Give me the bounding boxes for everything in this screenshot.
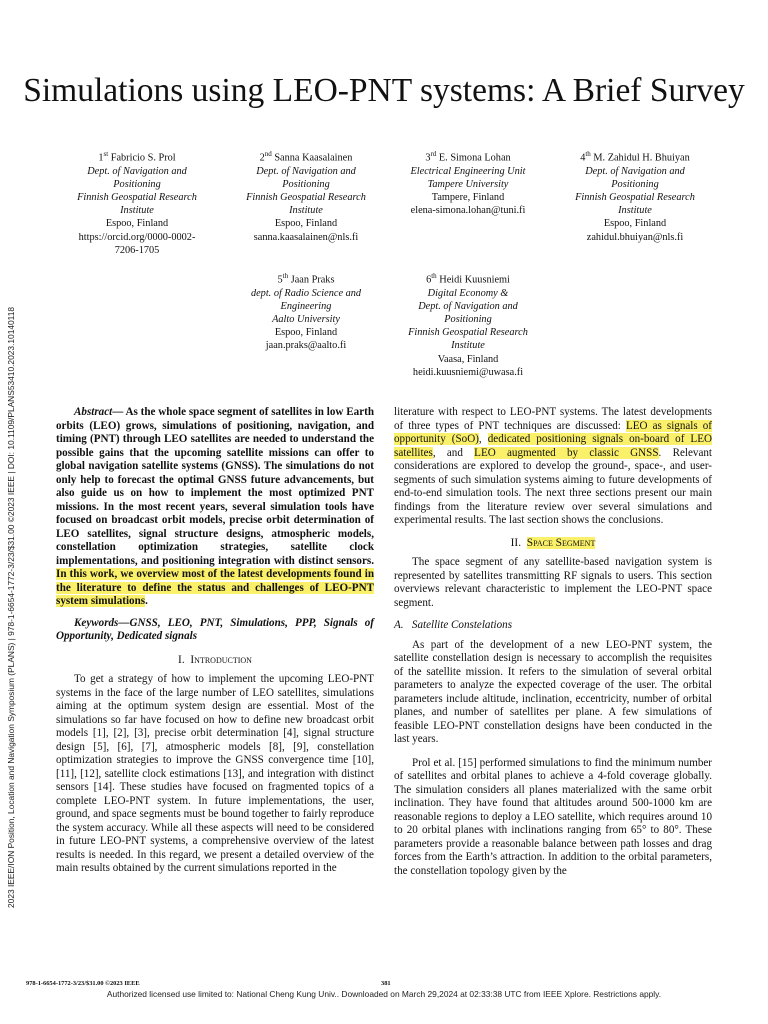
author-4: 4th M. Zahidul H. Bhuiyan Dept. of Navigation and Positioning Finnish Geospatial Research Institute Espoo, Finland zahidul.bhuiyan@nls.fi [575, 150, 695, 243]
abstract-label: Abstract [74, 406, 113, 418]
author-1: 1st Fabricio S. Prol Dept. of Navigation and Positioning Finnish Geospatial Research Institute Espoo, Finland https://orcid.org/0000-0002- 7206-1705 [77, 150, 197, 256]
section-2-title-highlight: Space Segment [526, 536, 596, 549]
subsection-a-p2: Prol et al. [15] performed simulations to find the minimum number of satellites and orbital planes to achieve a 4-fold coverage globally. The simulation considers all planes materialized with the same orbit inclination. They have found that altitudes around 500-1000 km are reasonable regions to deploy a LEO satellite, which requires around 10 to 20 orbital planes with inclinations ranging from 65° to 80°. These parameters provide a reasonable balance between path losses and drag forces from the Earth’s attraction. In addition to the orbital parameters, the constellation topology given by the [394, 756, 712, 877]
section-2-heading: II. Space Segment [510, 536, 596, 549]
highlight-gnss: LEO augmented by classic GNSS [474, 446, 659, 459]
footer-copyright: 978-1-6654-1772-3/23/$31.00 ©2023 IEEE [26, 980, 140, 987]
section-1-heading: I. Introduction [178, 653, 252, 666]
author-2: 2nd Sanna Kaasalainen Dept. of Navigation and Positioning Finnish Geospatial Research Institute Espoo, Finland sanna.kaasalainen@nls.fi [246, 150, 366, 243]
subsection-a-p1: As part of the development of a new LEO-PNT system, the satellite constellation design is necessary to accomplish the requisites of the satellite mission. It refers to the simulation of several orbital parameters to analyze the expected coverage of the user. The orbital parameters include altitude, inclination, eccentricity, number of orbital planes, and number of satellites per plane. A few simulations of feasible LEO-PNT constellation designs have been conducted in the last years. [394, 638, 712, 745]
side-doi-strip: 2023 IEEE/ION Position, Location and Navigation Symposium (PLANS) | 978-1-6654-1772-3/23/$31.00 ©2023 IEEE | DOI: 10.1109/PLANS53410.2023.10140118 [6, 306, 16, 908]
highlight-dedicated: dedicated positioning signals on-board of LEO satellites [394, 433, 712, 459]
page-number: 381 [381, 980, 391, 987]
highlight-soo: LEO as signals of opportunity (SoO) [394, 419, 712, 445]
author-3: 3rd E. Simona Lohan Electrical Engineering Unit Tampere University Tampere, Finland elena-simona.lohan@tuni.fi [410, 150, 526, 217]
author-6: 6th Heidi Kuusniemi Digital Economy & Dept. of Navigation and Positioning Finnish Geospatial Research Institute Vaasa, Finland heidi.kuusniemi@uwasa.fi [408, 272, 528, 378]
subsection-a-heading: A. Satellite Constelations [394, 619, 513, 631]
abstract: Abstract— As the whole space segment of satellites in low Earth orbits (LEO) grows, simulations of positioning, navigation, and timing (PNT) through LEO satellites are needed to understand the possible gains that the upcoming satellite missions can offer to global navigation satellite systems (GNSS). The simulations do not only help to forecast the optimal GNSS future advancements, but also guide us on how to implement the most optimized PNT missions. In the most recent years, several simulation tools have focused on broadcast orbit models, precise orbit determination of LEO satellites, signal structure designs, atmospheric models, constellation optimization strategies, satellite clock implementations, and positioning integration with distinct sensors. In this work, we overview most of the latest developments found in the literature to define the status and challenges of LEO-PNT system simulations. [56, 406, 374, 607]
author-5: 5th Jaan Praks dept. of Radio Science and Engineering Aalto University Espoo, Finland jaan.praks@aalto.fi [250, 272, 362, 352]
right-column [394, 406, 712, 878]
paper-title: Simulations using LEO-PNT systems: A Brief Survey [23, 72, 745, 109]
intro-continued: literature with respect to LEO-PNT systems. The latest developments of three types of PNT techniques are discussed: LEO as signals of opportunity (SoO), dedicated positioning signals on-board of LEO satellites, and LEO augmented by classic GNSS. Relevant considerations are explored to develop the ground-, space-, and user-segments of such simulation systems aiming to future developments of end-to-end simulation tools. The next three sections present our main findings from the literature review over several simulations and experimental results. The last section shows the conclusions. [394, 406, 713, 526]
keywords: Keywords—GNSS, LEO, PNT, Simulations, PPP, Signals of Opportunity, Dedicated signals [56, 616, 374, 642]
license-notice: Authorized licensed use limited to: National Cheng Kung Univ.. Downloaded on March 29,2024 at 02:33:38 UTC from IEEE Xplore. Restrictions apply. [106, 989, 662, 999]
abstract-highlight: In this work, we overview most of the latest developments found in the literature to define the status and challenges of LEO-PNT system simulations [56, 568, 374, 607]
section-1-body: To get a strategy of how to implement the upcoming LEO-PNT systems in the face of the large number of LEO satellites, simulations aiming at the optimum system design are essential. Most of the simulations so far have focused on how to define new broadcast orbit models [1], [2], [3], precise orbit determination [4], signal structure design [5], [6], [7], atmospheric models [8], [9], constellation optimization strategies to improve the GNSS convergence time [10], [11], [12], satellite clock estimations [13], and integration with distinct sensors [14]. These studies have focused on fragmented topics of a complete LEO-PNT system. In future implementations, the user, ground, and space segments must be bound together to fairly reproduce the system accuracy. While all these aspects will need to be considered in future LEO-PNT systems, a comprehensive overview of the latest results is needed. In this regard, we present a detailed overview of the main results obtained by the current simulations reported in the [56, 673, 374, 874]
section-2-body: The space segment of any satellite-based navigation system is represented by satellites transmitting RF signals to users. This section overviews relevant characteristic to implement the LEO-PNT space segment. [394, 556, 712, 609]
left-column [56, 406, 374, 876]
